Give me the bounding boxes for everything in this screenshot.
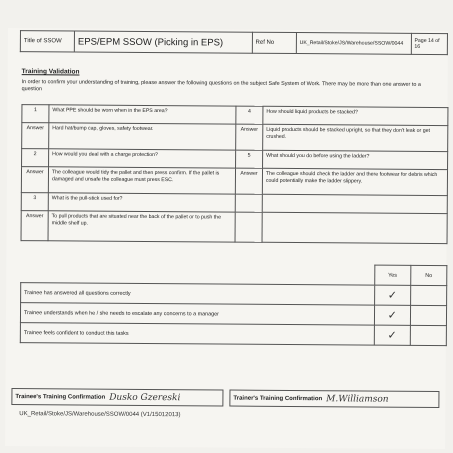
answer-label: Answer (21, 211, 48, 241)
questions-table (21, 104, 449, 244)
yes-header: Yes (374, 265, 410, 285)
question-number: 2 (22, 149, 49, 167)
trainer-signature: M.Williamson (326, 393, 389, 405)
answer-label: Answer (21, 167, 48, 193)
question-text: What is the pull-stick used for? (48, 193, 235, 212)
answer-text (262, 212, 447, 243)
section-title: Training Validation (21, 68, 80, 76)
trainee-confirmation (11, 388, 223, 406)
question-number: 4 (236, 106, 263, 124)
no-cell (410, 285, 446, 305)
answer-label: Answer (236, 124, 263, 150)
answer-empty (235, 212, 262, 242)
tick-icon: ✓ (374, 325, 410, 345)
confirmation-item: Trainee feels confident to conduct this tasks (20, 323, 374, 345)
question-number: 5 (236, 150, 263, 168)
intro-text: In order to confirm your understanding of training, please answer the following questions on the subject Safe System of Work. There may be more than one answer to a question (21, 79, 421, 93)
header-table (20, 30, 448, 55)
blank-cell (21, 263, 375, 285)
confirmation-item: Trainee understands when he / she needs to escalate any concerns to a manager (20, 303, 374, 325)
page-number: Page 14 of 16 (411, 33, 448, 54)
trainee-signature: Dusko Gzereski (109, 392, 181, 403)
answer-text: To pull products that are situated near the back of the pallet or to push the middle shelf up. (48, 211, 235, 242)
question-text: What should you do before using the ladder? (263, 150, 448, 169)
question-number: 1 (22, 105, 49, 123)
trainer-label: Trainer's Training Confirmation (233, 395, 323, 402)
tick-icon: ✓ (374, 285, 410, 305)
answer-label: Answer (22, 123, 49, 149)
question-text (262, 194, 447, 213)
question-text: How would you deal with a charge protection? (49, 149, 236, 168)
no-cell (410, 325, 446, 345)
paper-sheet (5, 28, 448, 449)
trainee-label: Trainee's Training Confirmation (15, 393, 106, 401)
title-label: Title of SSOW (20, 31, 74, 52)
question-text: What PPE should be worn when in the EPS area? (49, 105, 236, 124)
confirmation-table (20, 262, 448, 346)
question-number: 3 (21, 193, 48, 211)
question-number (235, 194, 262, 212)
answer-text: The colleague would tidy the pallet and then press confirm. If the pallet is damaged and unsafe the colleague must press ESC. (48, 167, 235, 194)
no-header: No (411, 265, 447, 285)
ref-value: UK_Retail/Stoke/JS/Warehouse/SSOW/0044 (296, 33, 411, 55)
answer-text: Liquid products should be stacked upright, so that they don't leak or get crushed. (263, 124, 448, 151)
page-title: EPS/EPM SSOW (Picking in EPS) (74, 31, 252, 53)
answer-label: Answer (235, 168, 262, 194)
question-text: How should liquid products be stacked? (263, 106, 448, 125)
answer-text: The colleague should check the ladder and there footwear for debris which could potentially make the ladder slippery. (262, 168, 447, 195)
tick-icon: ✓ (374, 305, 410, 325)
confirmation-item: Trainee has answered all questions correctly (21, 283, 375, 305)
answer-text: Hard hat/bump cap, gloves, safety footwear. (49, 123, 236, 150)
trainer-confirmation (229, 390, 439, 408)
ref-label: Ref No (252, 32, 296, 53)
footer-ref: UK_Retail/Stoke/JS/Warehouse/SSOW/0044 (V1/15012013) (19, 411, 181, 419)
no-cell (410, 305, 446, 325)
